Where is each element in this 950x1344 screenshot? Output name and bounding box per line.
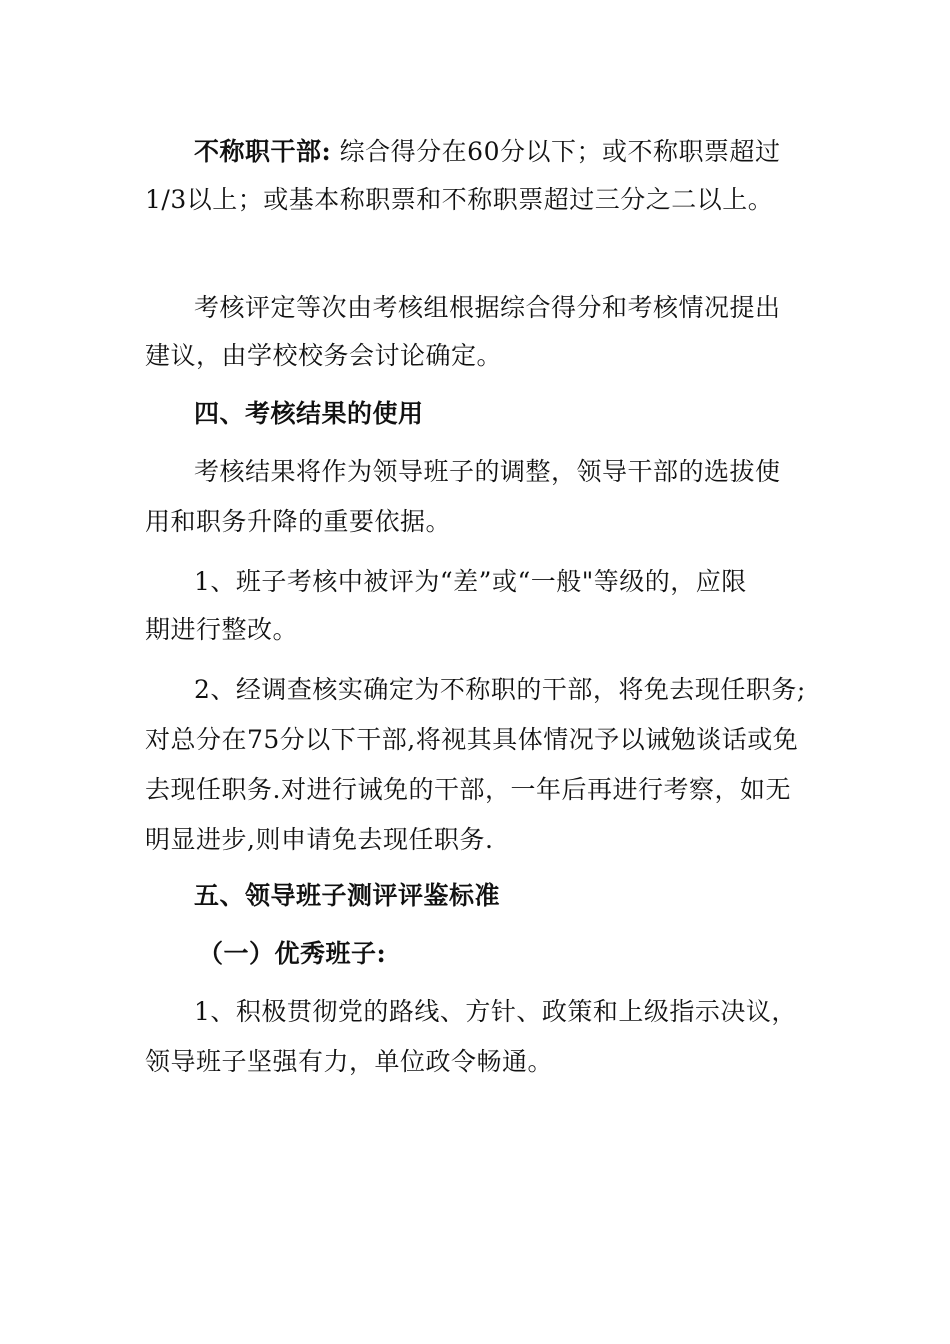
section-heading-5: 五、领导班子测评评鉴标准 <box>194 881 501 910</box>
text-line: 期进行整改。 <box>145 615 299 644</box>
text-line: 明显进步,则申请免去现任职务. <box>145 825 494 854</box>
text-line: 1/3以上；或基本称职票和不称职票超过三分之二以上。 <box>145 185 774 214</box>
text-line: 领导班子坚强有力，单位政令畅通。 <box>145 1047 554 1076</box>
paragraph-excellent-1: 1、积极贯彻党的路线、方针、政策和上级指示决议， <box>194 997 797 1026</box>
term-unqualified-cadre: 不称职干部: <box>194 137 332 166</box>
text-line: 综合得分在60分以下；或不称职票超过 <box>331 137 781 166</box>
subsection-heading-excellent: （一）优秀班子: <box>198 939 387 968</box>
text-line: 对总分在75分以下干部,将视其具体情况予以诫勉谈话或免 <box>145 725 799 754</box>
paragraph-rating-decision: 考核评定等次由考核组根据综合得分和考核情况提出 <box>194 293 781 322</box>
paragraph-result-use: 考核结果将作为领导班子的调整，领导干部的选拔使 <box>194 457 781 486</box>
paragraph-item-2: 2、经调查核实确定为不称职的干部，将免去现任职务; <box>194 675 806 704</box>
text-line: 用和职务升降的重要依据。 <box>145 507 452 536</box>
paragraph-unqualified-cadre <box>194 136 781 168</box>
section-heading-4: 四、考核结果的使用 <box>194 399 424 428</box>
paragraph-item-1: 1、班子考核中被评为“差”或“一般"等级的，应限 <box>194 567 747 596</box>
text-line: 建议，由学校校务会讨论确定。 <box>145 341 503 370</box>
text-line: 去现任职务.对进行诫免的干部，一年后再进行考察，如无 <box>145 775 791 804</box>
